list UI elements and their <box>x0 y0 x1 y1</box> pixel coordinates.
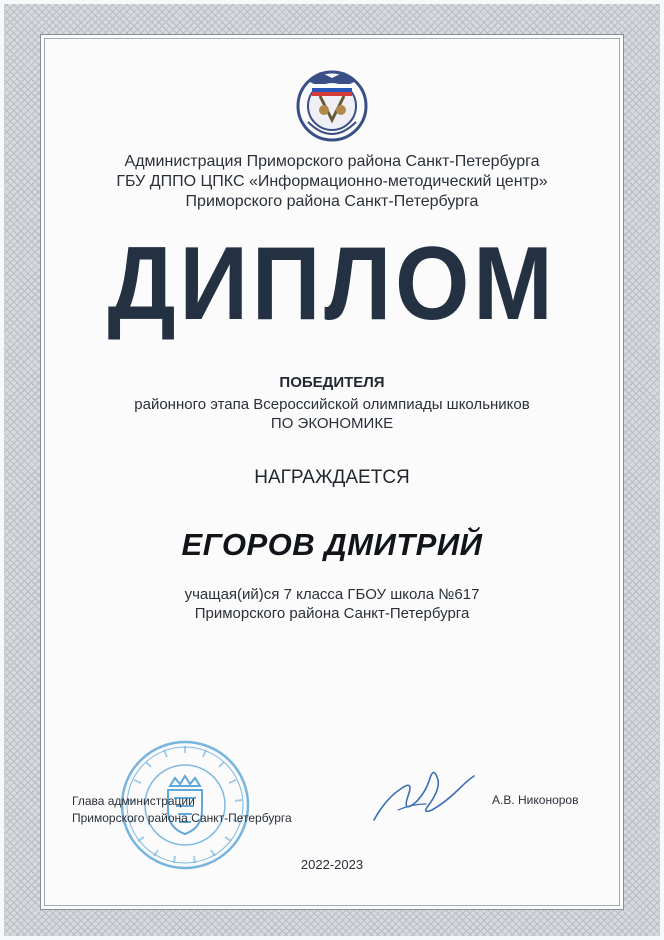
award-stage: районного этапа Всероссийской олимпиады школьников <box>134 396 530 413</box>
award-status: ПОБЕДИТЕЛЯ <box>279 374 385 391</box>
organization-line-3: Приморского района Санкт-Петербурга <box>185 193 479 210</box>
olympiad-logo-icon <box>290 62 374 146</box>
academic-year: 2022-2023 <box>300 857 364 872</box>
awarded-label: НАГРАЖДАЕТСЯ <box>254 467 410 488</box>
recipient-name: ЕГОРОВ ДМИТРИЙ <box>181 527 483 562</box>
signatory-position-line-1: Глава администрации <box>72 794 195 808</box>
signatory-position <box>72 793 292 827</box>
organization-line-2: ГБУ ДППО ЦПКС «Информационно-методический центр» <box>116 173 548 190</box>
diploma-title: ДИПЛОМ <box>107 226 557 342</box>
organization-line-1: Администрация Приморского района Санкт-Петербурга <box>124 153 540 170</box>
signatory-name: А.В. Никоноров <box>492 793 579 807</box>
recipient-school: учащая(ий)ся 7 класса ГБОУ школа №617 <box>184 586 480 603</box>
signatory-position-line-2: Приморского района Санкт-Петербурга <box>72 811 292 825</box>
handwritten-signature <box>368 758 478 828</box>
recipient-district: Приморского района Санкт-Петербурга <box>194 605 470 622</box>
award-subject: ПО ЭКОНОМИКЕ <box>270 415 394 432</box>
